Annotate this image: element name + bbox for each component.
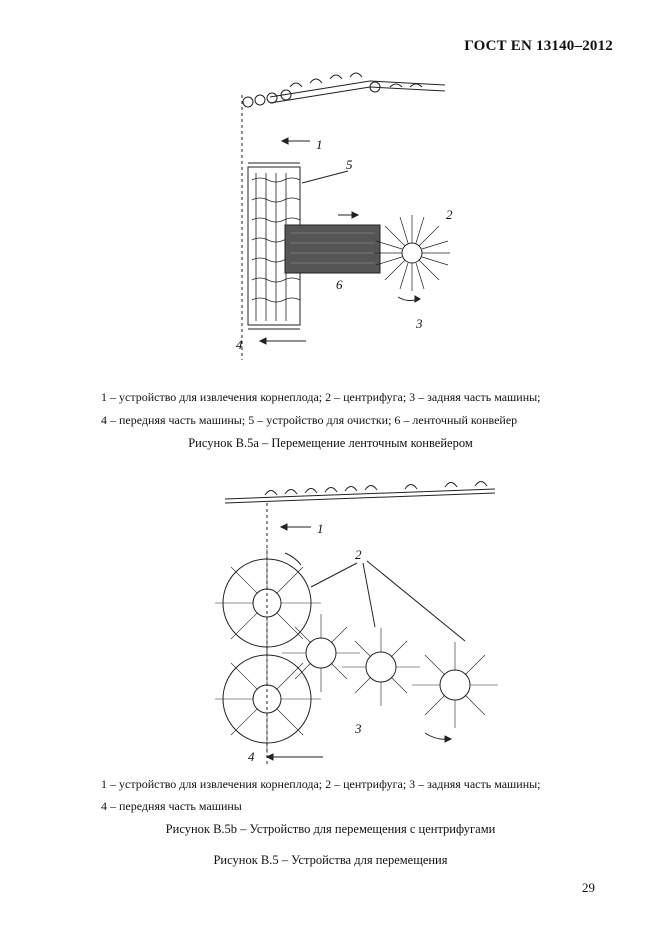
caption-figure-b: Рисунок В.5b – Устройство для перемещения с центрифугами: [165, 822, 496, 836]
label-3: 3: [416, 316, 423, 331]
label-2: 2: [446, 207, 453, 222]
figure-a-drawing: [230, 65, 470, 360]
label-5: 5: [346, 157, 353, 172]
label-1: 1: [316, 137, 323, 152]
figure-b-drawing: [215, 475, 500, 770]
label-3: 3: [355, 721, 362, 736]
label-4: 4: [236, 337, 243, 352]
figure-caption: Рисунок В.5 – Устройства для перемещения: [213, 853, 448, 867]
caption-figure-a: Рисунок В.5а – Перемещение ленточным конвейером: [188, 436, 473, 450]
legend-b-line-1: 1 – устройство для извлечения корнеплода; 2 – центрифуга; 3 – задняя часть машины;: [101, 777, 541, 791]
legend-a-line-2: 4 – передняя часть машины; 5 – устройство для очистки; 6 – ленточный конвейер: [101, 413, 518, 427]
document-header: ГОСТ EN 13140–2012: [464, 38, 613, 54]
page-number: 29: [582, 880, 595, 895]
label-2: 2: [355, 547, 362, 562]
label-1: 1: [317, 521, 324, 536]
label-4: 4: [248, 749, 255, 764]
legend-a-line-1: 1 – устройство для извлечения корнеплода; 2 – центрифуга; 3 – задняя часть машины;: [101, 390, 541, 404]
label-6: 6: [336, 277, 343, 292]
legend-b-line-2: 4 – передняя часть машины: [101, 799, 242, 813]
